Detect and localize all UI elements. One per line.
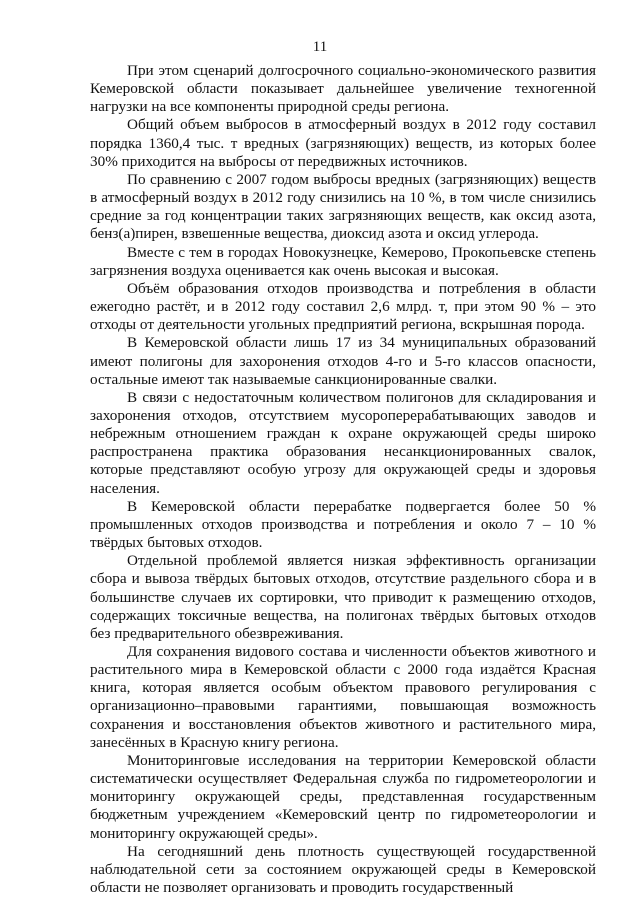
- paragraph: Объём образования отходов производства и потребления в области ежегодно растёт, и в 2012 году составил 2,6 млрд. т, при этом 90 % – это отходы от деятельности угольных предприятий региона, вскрышная порода.: [90, 279, 596, 334]
- paragraph: Отдельной проблемой является низкая эффективность организации сбора и вывоза твёрдых бытовых отходов, отсутствие раздельного сбора и в большинстве случаев их сортировки, что приводит к размещению отходов, содержащих токсичные вещества, на полигонах твёрдых бытовых отходов без предварительного обезвреживания.: [90, 552, 596, 642]
- paragraph: По сравнению с 2007 годом выбросы вредных (загрязняющих) веществ в атмосферный воздух в 2012 году снизились на 10 %, в том числе снизились средние за год концентрации таких загрязняющих веществ, как оксид азота, бенз(а)пирен, взвешенные вещества, диоксид азота и оксид углерода.: [90, 170, 596, 243]
- paragraph: В Кемеровской области перерабатке подвергается более 50 % промышленных отходов производства и потребления и около 7 – 10 % твёрдых бытовых отходов.: [90, 497, 596, 552]
- paragraph: В связи с недостаточным количеством полигонов для складирования и захоронения отходов, отсутствием мусороперерабатывающих заводов и небрежным отношением граждан к охране окружающей среды широко распространена практика образования несанкционированных свалок, которые представляют особую угрозу для окружающей среды и здоровья населения.: [90, 388, 596, 497]
- document-body: [90, 62, 596, 897]
- paragraph: Для сохранения видового состава и численности объектов животного и растительного мира в Кемеровской области с 2000 года издаётся Красная книга, которая является особым объектом правового регулирования с организационно–правовыми гарантиями, повышающая возможность сохранения и восстановления объектов животного и растительного мира, занесённых в Красную книгу региона.: [90, 643, 596, 751]
- paragraph: Мониторинговые исследования на территории Кемеровской области систематически осуществляет Федеральная служба по гидрометеорологии и мониторингу окружающей среды, представленная государственным бюджетным учреждением «Кемеровский центр по гидрометеорологии и мониторингу окружающей среды».: [90, 751, 596, 842]
- paragraph: При этом сценарий долгосрочного социально-экономического развития Кемеровской области показывает дальнейшее увеличение техногенной нагрузки на все компоненты природной среды региона.: [90, 62, 596, 116]
- paragraph: Вместе с тем в городах Новокузнецке, Кемерово, Прокопьевске степень загрязнения воздуха оценивается как очень высокая и высокая.: [90, 243, 596, 279]
- paragraph: Общий объем выбросов в атмосферный воздух в 2012 году составил порядка 1360,4 тыс. т вредных (загрязняющих) веществ, из которых более 30% приходится на выбросы от передвижных источников.: [90, 116, 596, 170]
- paragraph: На сегодняшний день плотность существующей государственной наблюдательной сети за состоянием окружающей среды в Кемеровской области не позволяет организовать и проводить государственный: [90, 842, 596, 897]
- page-number: 11: [312, 39, 328, 55]
- paragraph: В Кемеровской области лишь 17 из 34 муниципальных образований имеют полигоны для захоронения отходов 4-го и 5-го классов опасности, остальные имеют так называемые санкционированные свалки.: [90, 334, 596, 388]
